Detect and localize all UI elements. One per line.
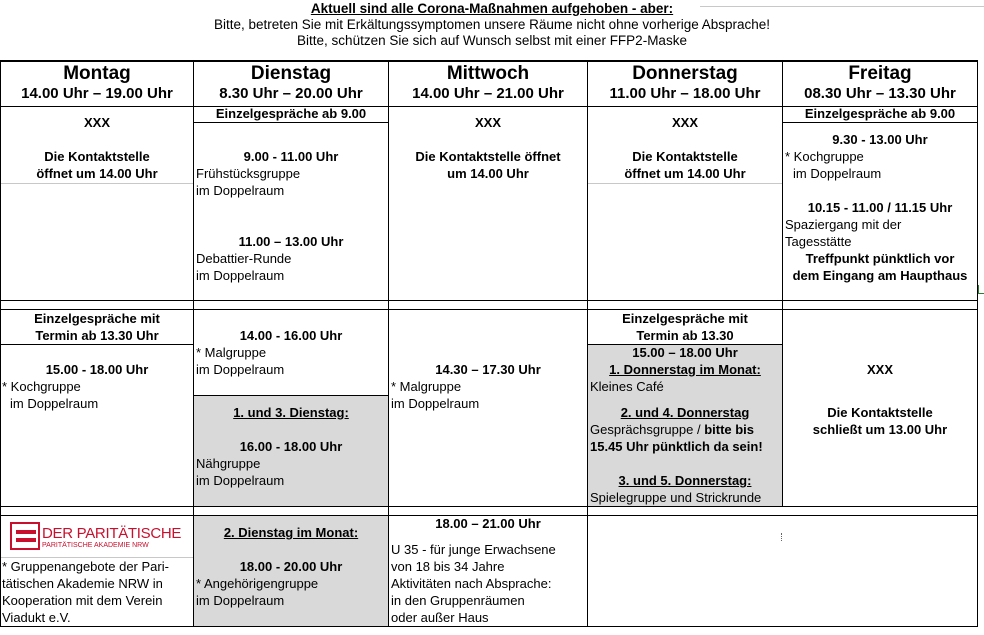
thu-r2-desc2c: 15.45 Uhr pünktlich da sein! [590,439,763,454]
thu-r2-sub1: 1. Donnerstag im Monat: [609,362,761,377]
thu-r2-header1: Einzelgespräche mit [622,311,748,326]
thu-r2-header2: Termin ab 13.30 [636,328,734,343]
fri-r1-desc2a: Spaziergang mit der [785,217,902,232]
thu-row1-faint [588,183,782,184]
wed-r3-line2: von 18 bis 34 Jahre [391,559,505,574]
grid-col-5 [977,60,978,627]
fri-r1-note1: Treffpunkt pünktlich vor [805,251,955,266]
logo-main-text: DER PARITÄTISCHE [42,525,182,542]
mon-r2-header2: Termin ab 13.30 Uhr [35,328,159,343]
tue-r2-desc2b: im Doppelraum [196,473,285,488]
tue-r2-time2: 16.00 - 18.00 Uhr [239,439,343,454]
wed-r3-line5: oder außer Haus [391,610,489,625]
paritaetische-logo-icon [10,522,44,552]
wed-r3-time: 18.00 – 21.00 Uhr [435,516,541,531]
grid-col-2 [388,60,389,627]
wed-r2-desc2: im Doppelraum [391,396,480,411]
mon-r2-desc1: * Kochgruppe [2,379,81,394]
thu-r2-desc2 [590,421,754,438]
day-name: Donnerstag [632,63,738,84]
mon-r3-line2: tätischen Akademie NRW in [2,576,163,591]
thu-r1-text1: Die Kontaktstelle [632,149,738,164]
tue-r3-sub: 2. Dienstag im Monat: [223,525,359,540]
tue-r3-desc1: * Angehörigengruppe [196,576,319,591]
fri-r1-time1: 9.30 - 13.00 Uhr [832,132,928,147]
tue-r1-time1: 9.00 - 11.00 Uhr [243,149,339,164]
mon-r1-text2: öffnet um 14.00 Uhr [36,166,158,181]
tue-r2-desc1b: im Doppelraum [196,362,285,377]
mon-r3-line3: Kooperation mit dem Verein [2,593,163,608]
fri-r1-header: Einzelgespräche ab 9.00 [804,106,956,121]
mon-r1-xxx: XXX [83,115,110,130]
fri-r2-text1: Die Kontaktstelle [827,405,933,420]
mon-r2-time: 15.00 - 18.00 Uhr [45,362,149,377]
fri-r1-desc1a: * Kochgruppe [785,149,864,164]
mon-r2-header1: Einzelgespräche mit [34,311,160,326]
paritaetische-logo [10,520,182,554]
wed-r3-line1: U 35 - für junge Erwachsene [391,542,556,557]
wed-r1-xxx: XXX [474,115,501,130]
thu-r1-text2: öffnet um 14.00 Uhr [624,166,746,181]
day-header-thu [588,62,782,108]
tue-r3-desc2: im Doppelraum [196,593,285,608]
thu-r2-desc2b: bitte bis [704,422,755,437]
day-name: Montag [63,63,131,84]
notice-line-2: Bitte, schützen Sie sich auf Wunsch selbst mit einer FFP2-Maske [297,33,687,48]
wed-r2-desc1: * Malgruppe [391,379,462,394]
notice [0,0,984,56]
wed-r2-time: 14.30 – 17.30 Uhr [435,362,541,377]
tue-r2-desc1a: * Malgruppe [196,345,267,360]
mon-r1-text1: Die Kontaktstelle [44,149,150,164]
day-header-mon [1,62,193,108]
grid-bottom [0,626,978,627]
thu-r2-time: 15.00 – 18.00 Uhr [632,345,738,360]
tue-r2-sub: 1. und 3. Dienstag: [233,405,349,420]
mon-r3-line4: Viadukt e.V. [2,610,71,625]
day-hours: 8.30 Uhr – 20.00 Uhr [219,85,363,102]
grid-row2-bottom-a [0,506,978,507]
fri-r1-desc2b: Tagesstätte [785,234,852,249]
day-header-wed [389,62,587,108]
thu-r2-sub3: 3. und 5. Donnerstag: [618,473,752,488]
wed-r3-line3: Aktivitäten nach Absprache: [391,576,552,591]
tue-r1-desc2a: Debattier-Runde [196,251,292,266]
notice-line-1: Bitte, betreten Sie mit Erkältungssymptomen unsere Räume nicht ohne vorherige Absprache! [213,17,771,32]
green-marker [978,285,984,294]
top-rule [700,6,984,7]
tue-r1-time2: 11.00 – 13.00 Uhr [238,234,344,249]
tue-r2-desc2a: Nähgruppe [196,456,261,471]
tue-r1-desc1b: im Doppelraum [196,183,285,198]
grid-row1-bottom-a [0,300,978,301]
thu-r2-desc1: Kleines Café [590,379,664,394]
thu-r2-desc2a: Gesprächsgruppe / [590,422,705,437]
day-hours: 14.00 Uhr – 19.00 Uhr [21,85,173,102]
day-header-fri [783,62,977,108]
tue-r2-time1: 14.00 - 16.00 Uhr [239,328,343,343]
day-name: Dienstag [250,63,332,84]
tue-r1-desc1a: Frühstücksgruppe [196,166,301,181]
fri-r1-note2: dem Eingang am Haupthaus [792,268,968,283]
notice-title: Aktuell sind alle Corona-Maßnahmen aufgehoben - aber: [310,1,674,16]
day-hours: 11.00 Uhr – 18.00 Uhr [609,85,761,102]
day-name: Freitag [848,63,912,84]
fri-r2-text2: schließt um 13.00 Uhr [812,422,948,437]
mon-r2-desc2: im Doppelraum [10,396,99,411]
day-hours: 14.00 Uhr – 21.00 Uhr [412,85,564,102]
wed-r3-line4: in den Gruppenräumen [391,593,525,608]
mon-row1-faint [1,183,193,184]
fri-r1-time2: 10.15 - 11.00 / 11.15 Uhr [807,200,953,215]
fri-r1-desc1b: im Doppelraum [793,166,882,181]
cursor-mark [781,533,783,541]
day-name: Mittwoch [446,63,530,84]
thu-r2-desc3: Spielegruppe und Strickrunde [590,490,762,505]
thu-r2-sub2: 2. und 4. Donnerstag [620,405,750,420]
logo-sub-text: PARITÄTISCHE AKADEMIE NRW [42,542,149,549]
tue-row2-split [194,395,388,396]
tue-r1-desc2b: im Doppelraum [196,268,285,283]
day-hours: 08.30 Uhr – 13.30 Uhr [804,85,956,102]
tue-r1-header: Einzelgespräche ab 9.00 [215,106,367,121]
tue-r3-time: 18.00 - 20.00 Uhr [239,559,343,574]
mon-row2-header-rule [1,344,193,345]
tue-header-rule [194,122,388,123]
fri-r2-xxx: XXX [866,362,893,377]
thu-r1-xxx: XXX [671,115,698,130]
fri-header-rule [783,122,977,123]
day-header-tue [194,62,388,108]
wed-r1-text2: um 14.00 Uhr [447,166,529,181]
wed-r1-text1: Die Kontaktstelle öffnet [415,149,561,164]
mon-r3-line1: * Gruppenangebote der Pari- [2,559,169,574]
